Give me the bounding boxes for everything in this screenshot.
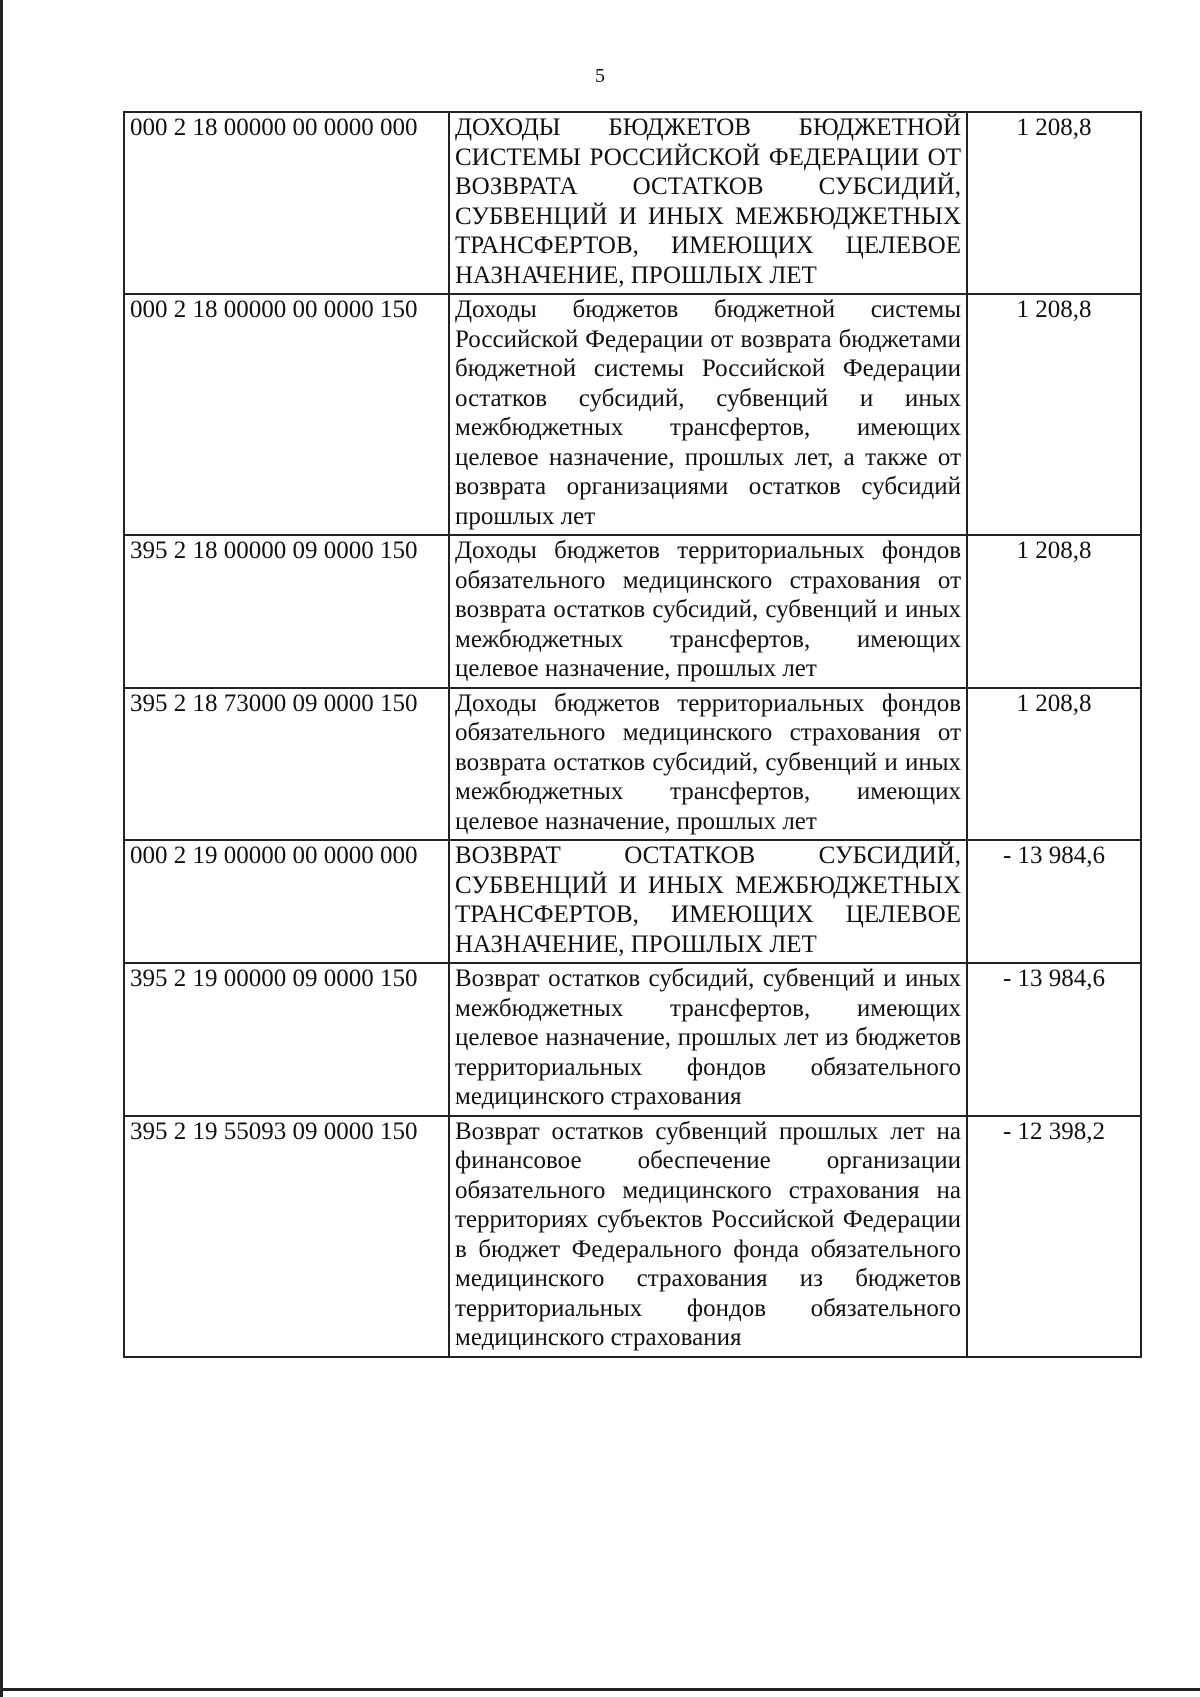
description-cell: Доходы бюджетов территориальных фондов обязательного медицинского страхования от возврата остатков субсидий, субвенций и иных межбюджетных трансфертов, имеющих целевое назначение, прошлых лет <box>449 688 967 841</box>
table-row <box>124 688 1141 841</box>
amount-cell: 1 208,8 <box>967 688 1141 841</box>
amount-cell: - 13 984,6 <box>967 840 1141 963</box>
budget-code-cell: 395 2 18 73000 09 0000 150 <box>124 688 449 841</box>
amount-cell: 1 208,8 <box>967 535 1141 688</box>
table-row <box>124 535 1141 688</box>
budget-code-cell: 395 2 18 00000 09 0000 150 <box>124 535 449 688</box>
budget-code-cell: 000 2 18 00000 00 0000 000 <box>124 112 449 294</box>
budget-code-cell: 395 2 19 55093 09 0000 150 <box>124 1116 449 1357</box>
description-cell: ВОЗВРАТ ОСТАТКОВ СУБСИДИЙ, СУБВЕНЦИЙ И ИНЫХ МЕЖБЮДЖЕТНЫХ ТРАНСФЕРТОВ, ИМЕЮЩИХ ЦЕЛЕВОЕ НАЗНАЧЕНИЕ, ПРОШЛЫХ ЛЕТ <box>449 840 967 963</box>
page-edge-bottom <box>0 1688 1200 1691</box>
amount-cell: - 12 398,2 <box>967 1116 1141 1357</box>
table-row <box>124 1116 1141 1357</box>
amount-cell: - 13 984,6 <box>967 963 1141 1116</box>
description-cell: Доходы бюджетов территориальных фондов обязательного медицинского страхования от возврата остатков субсидий, субвенций и иных межбюджетных трансфертов, имеющих целевое назначение, прошлых лет <box>449 535 967 688</box>
budget-table <box>123 111 1142 1358</box>
table-row <box>124 840 1141 963</box>
description-cell: ДОХОДЫ БЮДЖЕТОВ БЮДЖЕТНОЙ СИСТЕМЫ РОССИЙСКОЙ ФЕДЕРАЦИИ ОТ ВОЗВРАТА ОСТАТКОВ СУБСИДИЙ, СУБВЕНЦИЙ И ИНЫХ МЕЖБЮДЖЕТНЫХ ТРАНСФЕРТОВ, ИМЕЮЩИХ ЦЕЛЕВОЕ НАЗНАЧЕНИЕ, ПРОШЛЫХ ЛЕТ <box>449 112 967 294</box>
amount-cell: 1 208,8 <box>967 112 1141 294</box>
description-cell: Возврат остатков субвенций прошлых лет на финансовое обеспечение организации обязательного медицинского страхования на территориях субъектов Российской Федерации в бюджет Федерального фонда обязательного медицинского страхования из бюджетов территориальных фондов обязательного медицинского страхования <box>449 1116 967 1357</box>
table-row <box>124 112 1141 294</box>
budget-code-cell: 000 2 19 00000 00 0000 000 <box>124 840 449 963</box>
page-edge-left <box>0 0 3 1697</box>
page-number: 5 <box>595 65 605 87</box>
table-row <box>124 963 1141 1116</box>
description-cell: Доходы бюджетов бюджетной системы Российской Федерации от возврата бюджетами бюджетной системы Российской Федерации остатков субсидий, субвенций и иных межбюджетных трансфертов, имеющих целевое назначение, прошлых лет, а также от возврата организациями остатков субсидий прошлых лет <box>449 294 967 535</box>
budget-code-cell: 395 2 19 00000 09 0000 150 <box>124 963 449 1116</box>
description-cell: Возврат остатков субсидий, субвенций и иных межбюджетных трансфертов, имеющих целевое назначение, прошлых лет из бюджетов территориальных фондов обязательного медицинского страхования <box>449 963 967 1116</box>
amount-cell: 1 208,8 <box>967 294 1141 535</box>
budget-code-cell: 000 2 18 00000 00 0000 150 <box>124 294 449 535</box>
table-row <box>124 294 1141 535</box>
